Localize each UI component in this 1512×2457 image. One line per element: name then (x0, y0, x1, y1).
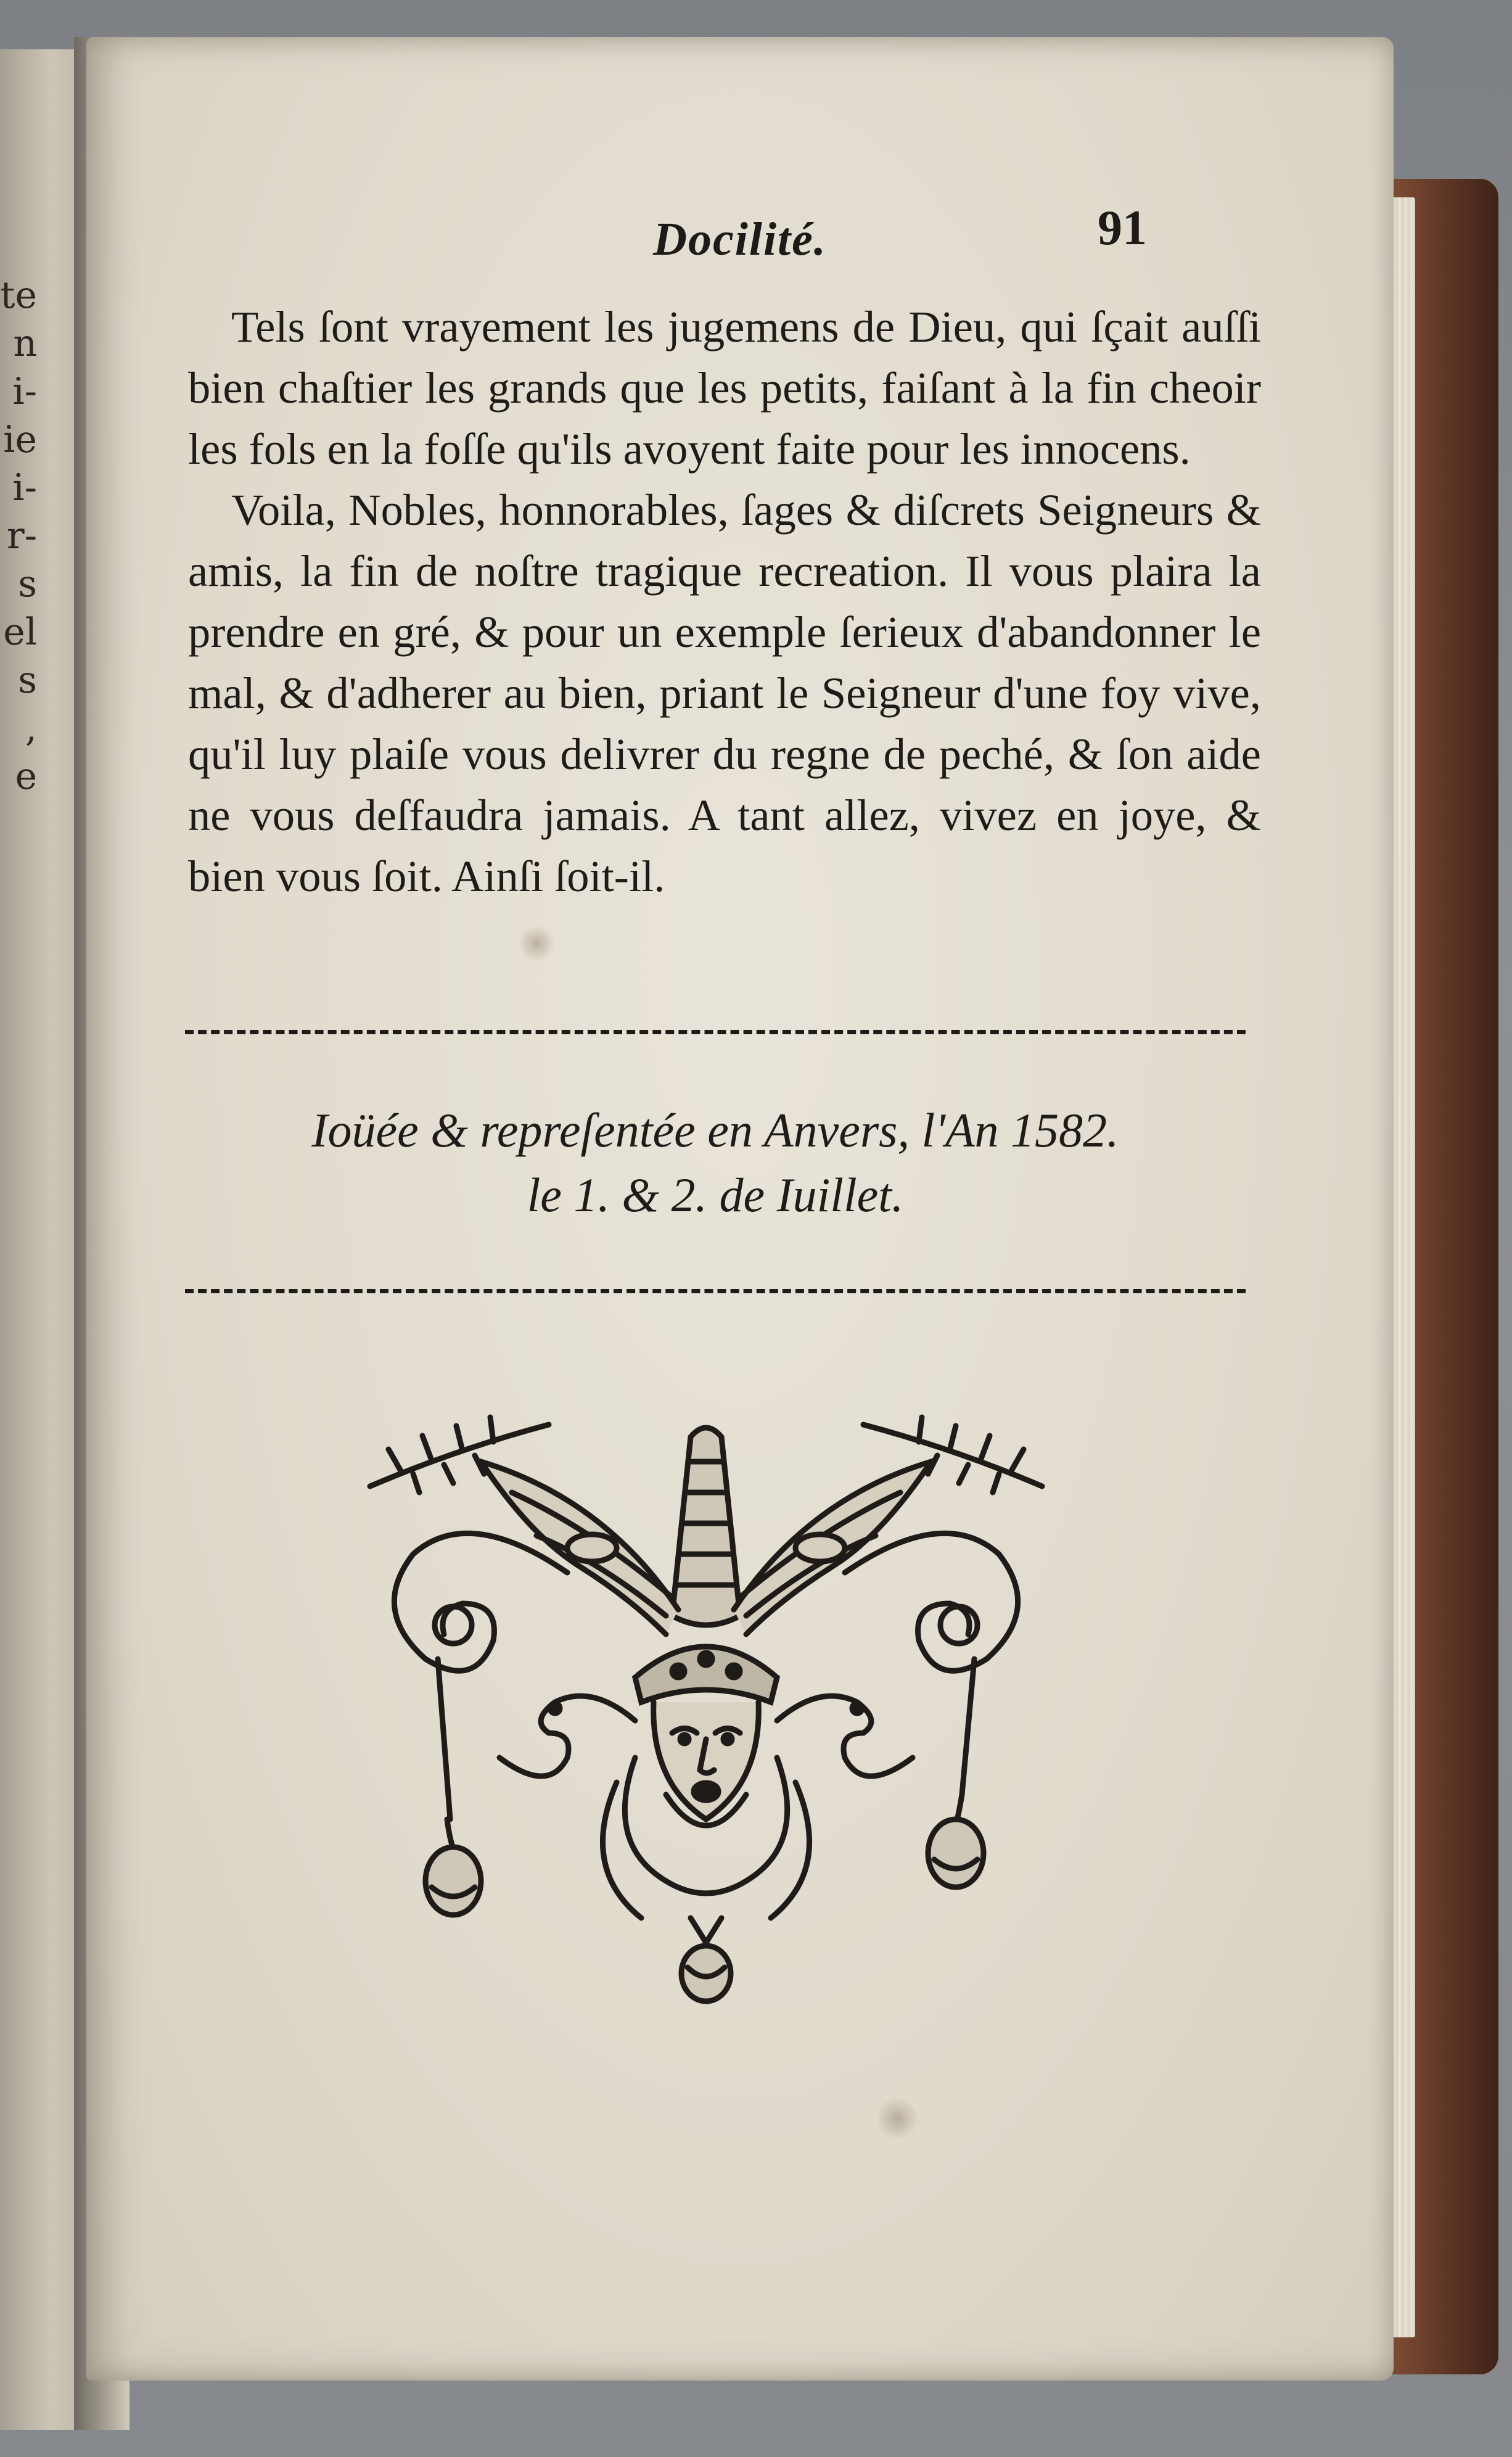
paragraph: Voila, Nobles, honnorables, ſages & diſcrets Seigneurs & amis, la fin de noſtre tragique recreation. Il vous plaira la prendre en gré, & pour un exemple ſerieux d'abandonner le mal, & d'adherer au bien, priant le Seigneur d'une foy vive, qu'il luy plaiſe vous delivrer du regne de peché, & ſon aide ne vous deſfaudra jamais. A tant allez, vivez en joye, & bien vous ſoit. Ainſi ſoit-il. (188, 485, 1261, 901)
margin-letter: ie (3, 418, 37, 461)
paragraph: Tels ſont vrayement les jugemens de Dieu, qui ſçait auſſi bien chaſtier les grands que les petits, faiſant à la fin cheoir les fols en la foſſe qu'ils avoyent faite pour les innocens. (188, 302, 1261, 474)
colophon-line-2: le 1. & 2. de Iuillet. (527, 1168, 904, 1222)
margin-letter: i- (12, 370, 37, 413)
margin-letter: e (15, 755, 37, 798)
dashed-rule-bottom (185, 1289, 1246, 1293)
dashed-rule-top (185, 1030, 1246, 1034)
margin-letter: s (18, 562, 37, 606)
page-number: 91 (1098, 201, 1147, 255)
right-page (86, 37, 1394, 2381)
paper-stain (876, 2097, 919, 2140)
margin-letter: i- (12, 466, 37, 509)
paper-stain (518, 925, 555, 962)
margin-letter: el (3, 611, 37, 654)
grotesque-mask-woodcut-icon (345, 1412, 1067, 2017)
colophon (185, 1098, 1246, 1227)
running-head: Docilité. (653, 213, 827, 265)
body-text (188, 296, 1261, 907)
margin-letter: , (25, 707, 37, 750)
margin-letter: n (13, 322, 37, 365)
colophon-line-1: Ioüée & repreſentée en Anvers, l'An 1582. (311, 1103, 1119, 1157)
margin-letter: s (18, 659, 37, 702)
margin-letter: te (0, 274, 37, 317)
left-page-margin-text (0, 271, 37, 800)
margin-letter: r- (7, 514, 37, 558)
